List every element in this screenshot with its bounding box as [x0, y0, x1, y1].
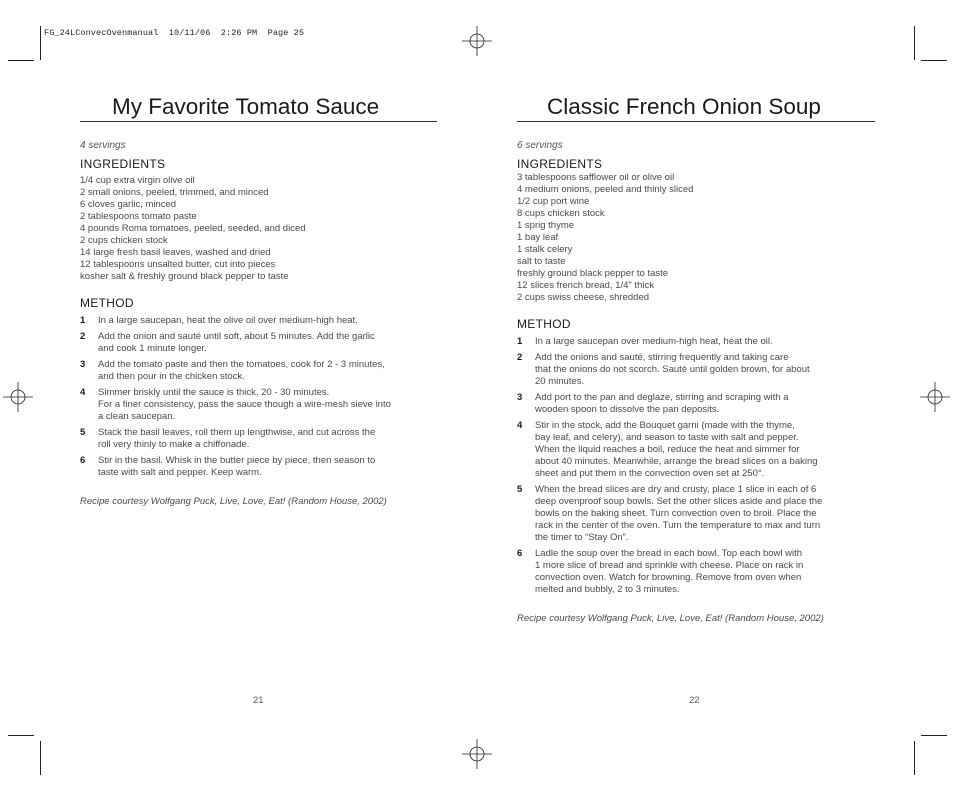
- method-steps: [80, 315, 437, 479]
- ingredient-item: 12 tablespoons unsalted butter, cut into pieces: [80, 259, 276, 270]
- registration-mark-right-icon: [920, 382, 950, 412]
- step-number: 1: [517, 336, 523, 347]
- crop-mark-bottom-left-h: [8, 735, 34, 736]
- step-number: 6: [517, 548, 523, 559]
- ingredient-item: 8 cups chicken stock: [517, 208, 605, 219]
- ingredient-item: 2 cups swiss cheese, shredded: [517, 292, 650, 303]
- crop-mark-top-left-v: [40, 26, 41, 60]
- ingredient-item: 4 medium onions, peeled and thinly sliced: [517, 184, 694, 195]
- ingredient-item: 1 stalk celery: [517, 244, 573, 255]
- ingredient-item: 1 sprig thyme: [517, 220, 575, 231]
- step-text: When the bread slices are dry and crusty, place 1 slice in each of 6 deep ovenproof soup bowls. Set the other slices aside and place the bowls on the baking sheet. Turn convection oven to broil. Place the rack in the center of the oven. Turn the temperature to max and turn the timer to “Stay On”.: [535, 484, 823, 543]
- method-step: [517, 420, 875, 480]
- crop-mark-top-right-h: [921, 60, 947, 61]
- registration-mark-left-icon: [3, 382, 33, 412]
- step-text: Simmer briskly until the sauce is thick, 20 - 30 minutes. For a finer consistency, pass the sauce though a wire-mesh sieve into a clean saucepan.: [98, 387, 391, 422]
- step-text: Add the tomato paste and then the tomatoes, cook for 2 - 3 minutes, and then pour in the chicken stock.: [98, 359, 385, 382]
- ingredient-item: 2 tablespoons tomato paste: [80, 211, 197, 222]
- crop-mark-bottom-right-h: [921, 735, 947, 736]
- method-step: [80, 331, 437, 355]
- ingredients-heading: INGREDIENTS: [517, 157, 603, 171]
- ingredient-item: 1 bay leaf: [517, 232, 559, 243]
- method-steps: [517, 336, 875, 596]
- step-number: 5: [517, 484, 523, 495]
- left-page: [80, 94, 437, 508]
- step-text: Stack the basil leaves, roll them up lengthwise, and cut across the roll very thinly to make a chiffonade.: [98, 427, 376, 450]
- step-text: Stir in the stock, add the Bouquet garni (made with the thyme, bay leaf, and celery), and season to taste with salt and pepper. When the liquid reaches a boil, reduce the heat and simmer for about 40 minutes. Meanwhile, arrange the bread slices on a baking sheet and put them in the convection oven set at 250°.: [535, 420, 818, 479]
- method-step: [80, 387, 437, 423]
- step-text: Add the onions and sauté, stirring frequently and taking care that the onions do not scorch. Sauté until golden brown, for about 20 minutes.: [535, 352, 810, 387]
- step-number: 1: [80, 315, 86, 326]
- ingredients-list: [80, 175, 437, 283]
- method-step: [517, 336, 875, 348]
- ingredient-item: salt to taste: [517, 256, 566, 267]
- ingredient-item: 4 pounds Roma tomatoes, peeled, seeded, and diced: [80, 223, 306, 234]
- method-step: [80, 427, 437, 451]
- step-number: 6: [80, 455, 86, 466]
- crop-mark-bottom-left-v: [40, 741, 41, 775]
- ingredient-item: 2 small onions, peeled, trimmed, and minced: [80, 187, 269, 198]
- step-text: Stir in the basil. Whisk in the butter piece by piece, then season to taste with salt and pepper. Keep warm.: [98, 455, 376, 478]
- method-step: [80, 455, 437, 479]
- crop-mark-top-left-h: [8, 60, 34, 61]
- ingredients-list: [517, 172, 875, 304]
- method-step: [517, 392, 875, 416]
- recipe-title: My Favorite Tomato Sauce: [80, 94, 437, 122]
- recipe-credit: Recipe courtesy Wolfgang Puck, Live, Love, Eat! (Random House, 2002): [517, 613, 824, 624]
- ingredient-item: kosher salt & freshly ground black pepper to taste: [80, 271, 289, 282]
- step-text: Add the onion and sauté until soft, about 5 minutes. Add the garlic and cook 1 minute longer.: [98, 331, 375, 354]
- ingredient-item: 6 cloves garlic, minced: [80, 199, 177, 210]
- page-number-right: 22: [689, 695, 700, 706]
- page-number-left: 21: [253, 695, 264, 706]
- ingredient-item: 1/4 cup extra virgin olive oil: [80, 175, 195, 186]
- ingredient-item: 12 slices french bread, 1/4" thick: [517, 280, 654, 291]
- method-heading: METHOD: [80, 296, 134, 310]
- print-slug: FG_24LConvecOvenmanual 10/11/06 2:26 PM Page 25: [44, 28, 305, 38]
- ingredient-item: 1/2 cup port wine: [517, 196, 590, 207]
- method-step: [517, 352, 875, 388]
- ingredient-item: freshly ground black pepper to taste: [517, 268, 669, 279]
- method-heading: METHOD: [517, 317, 571, 331]
- recipe-credit: Recipe courtesy Wolfgang Puck, Live, Love, Eat! (Random House, 2002): [80, 496, 387, 507]
- registration-mark-bottom-icon: [462, 739, 492, 769]
- step-number: 3: [517, 392, 523, 403]
- ingredient-item: 14 large fresh basil leaves, washed and dried: [80, 247, 271, 258]
- ingredient-item: 3 tablespoons safflower oil or olive oil: [517, 172, 675, 183]
- step-text: In a large saucepan, heat the olive oil over medium-high heat.: [98, 315, 358, 326]
- right-page: [517, 94, 875, 625]
- servings: 6 servings: [517, 140, 563, 151]
- step-number: 2: [517, 352, 523, 363]
- registration-mark-top-icon: [462, 26, 492, 56]
- step-number: 2: [80, 331, 86, 342]
- step-number: 5: [80, 427, 86, 438]
- method-step: [517, 484, 875, 544]
- crop-mark-bottom-right-v: [914, 741, 915, 775]
- step-text: Ladle the soup over the bread in each bowl. Top each bowl with 1 more slice of bread and sprinkle with cheese. Place on rack in convection oven. Watch for browning. Remove from oven when melted and bubbly, 2 to 3 minutes.: [535, 548, 804, 595]
- servings: 4 servings: [80, 140, 126, 151]
- step-text: Add port to the pan and deglaze, stirring and scraping with a wooden spoon to dissolve the pan deposits.: [535, 392, 789, 415]
- ingredients-heading: INGREDIENTS: [80, 157, 166, 171]
- ingredient-item: 2 cups chicken stock: [80, 235, 168, 246]
- method-step: [80, 315, 437, 327]
- recipe-title: Classic French Onion Soup: [517, 94, 875, 122]
- step-number: 4: [517, 420, 523, 431]
- crop-mark-top-right-v: [914, 26, 915, 60]
- method-step: [517, 548, 875, 596]
- method-step: [80, 359, 437, 383]
- step-number: 4: [80, 387, 86, 398]
- step-number: 3: [80, 359, 86, 370]
- step-text: In a large saucepan over medium-high heat, heat the oil.: [535, 336, 773, 347]
